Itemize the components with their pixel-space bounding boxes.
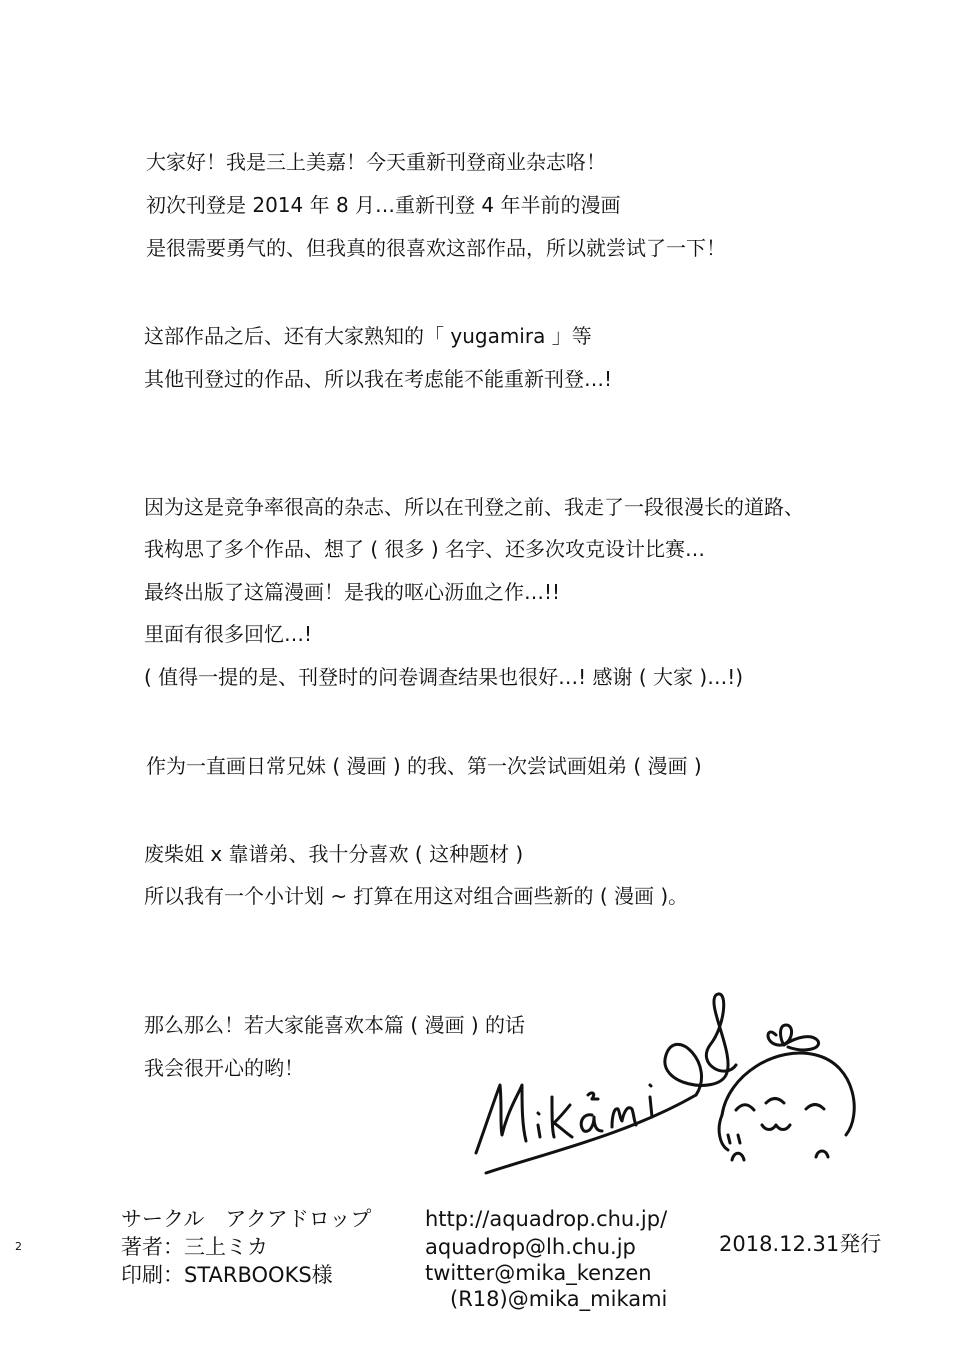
body-line: 是很需要勇气的、但我真的很喜欢这部作品，所以就尝试了一下！ — [146, 236, 726, 260]
colophon-author: 著者：三上ミカ — [121, 1235, 268, 1259]
body-line: 所以我有一个小计划 ~ 打算在用这对组合画些新的 ( 漫画 )。 — [144, 884, 689, 908]
body-line: 其他刊登过的作品、所以我在考虑能不能重新刊登…! — [144, 367, 613, 391]
colophon-circle: サークル アクアドロップ — [121, 1207, 372, 1231]
body-line: 废柴姐 x 靠谱弟、我十分喜欢 ( 这种题材 ) — [144, 842, 524, 866]
colophon-twitter: twitter@mika_kenzen — [425, 1261, 652, 1285]
colophon-url: http://aquadrop.chu.jp/ — [425, 1207, 668, 1231]
body-line: 我构思了多个作品、想了 ( 很多 ) 名字、还多次攻克设计比赛… — [144, 537, 706, 561]
colophon-twitter-r18: (R18)@mika_mikami — [450, 1287, 668, 1311]
body-line: 里面有很多回忆…! — [144, 622, 313, 646]
colophon-email: aquadrop@lh.chu.jp — [425, 1235, 636, 1259]
body-line: 我会很开心的哟！ — [144, 1056, 304, 1080]
publish-date: 2018.12.31発行 — [719, 1232, 882, 1256]
body-line: 那么那么！若大家能喜欢本篇 ( 漫画 ) 的话 — [144, 1013, 526, 1037]
body-line: 这部作品之后、还有大家熟知的「 yugamira 」等 — [144, 324, 592, 348]
page-number: 2 — [15, 1240, 22, 1253]
body-line: 初次刊登是 2014 年 8 月…重新刊登 4 年半前的漫画 — [146, 193, 621, 217]
body-line: 作为一直画日常兄妹 ( 漫画 ) 的我、第一次尝试画姐弟 ( 漫画 ) — [146, 754, 702, 778]
body-line: ( 值得一提的是、刊登时的问卷调查结果也很好…! 感谢 ( 大家 )…!) — [144, 665, 744, 689]
body-line: 因为这是竞争率很高的杂志、所以在刊登之前、我走了一段很漫长的道路、 — [144, 495, 804, 519]
body-line: 大家好！我是三上美嘉！今天重新刊登商业杂志咯！ — [146, 150, 606, 174]
colophon-printer: 印刷：STARBOOKS様 — [121, 1263, 333, 1287]
body-line: 最终出版了这篇漫画！是我的呕心沥血之作…!! — [144, 580, 561, 604]
signature-drawing — [466, 985, 866, 1185]
